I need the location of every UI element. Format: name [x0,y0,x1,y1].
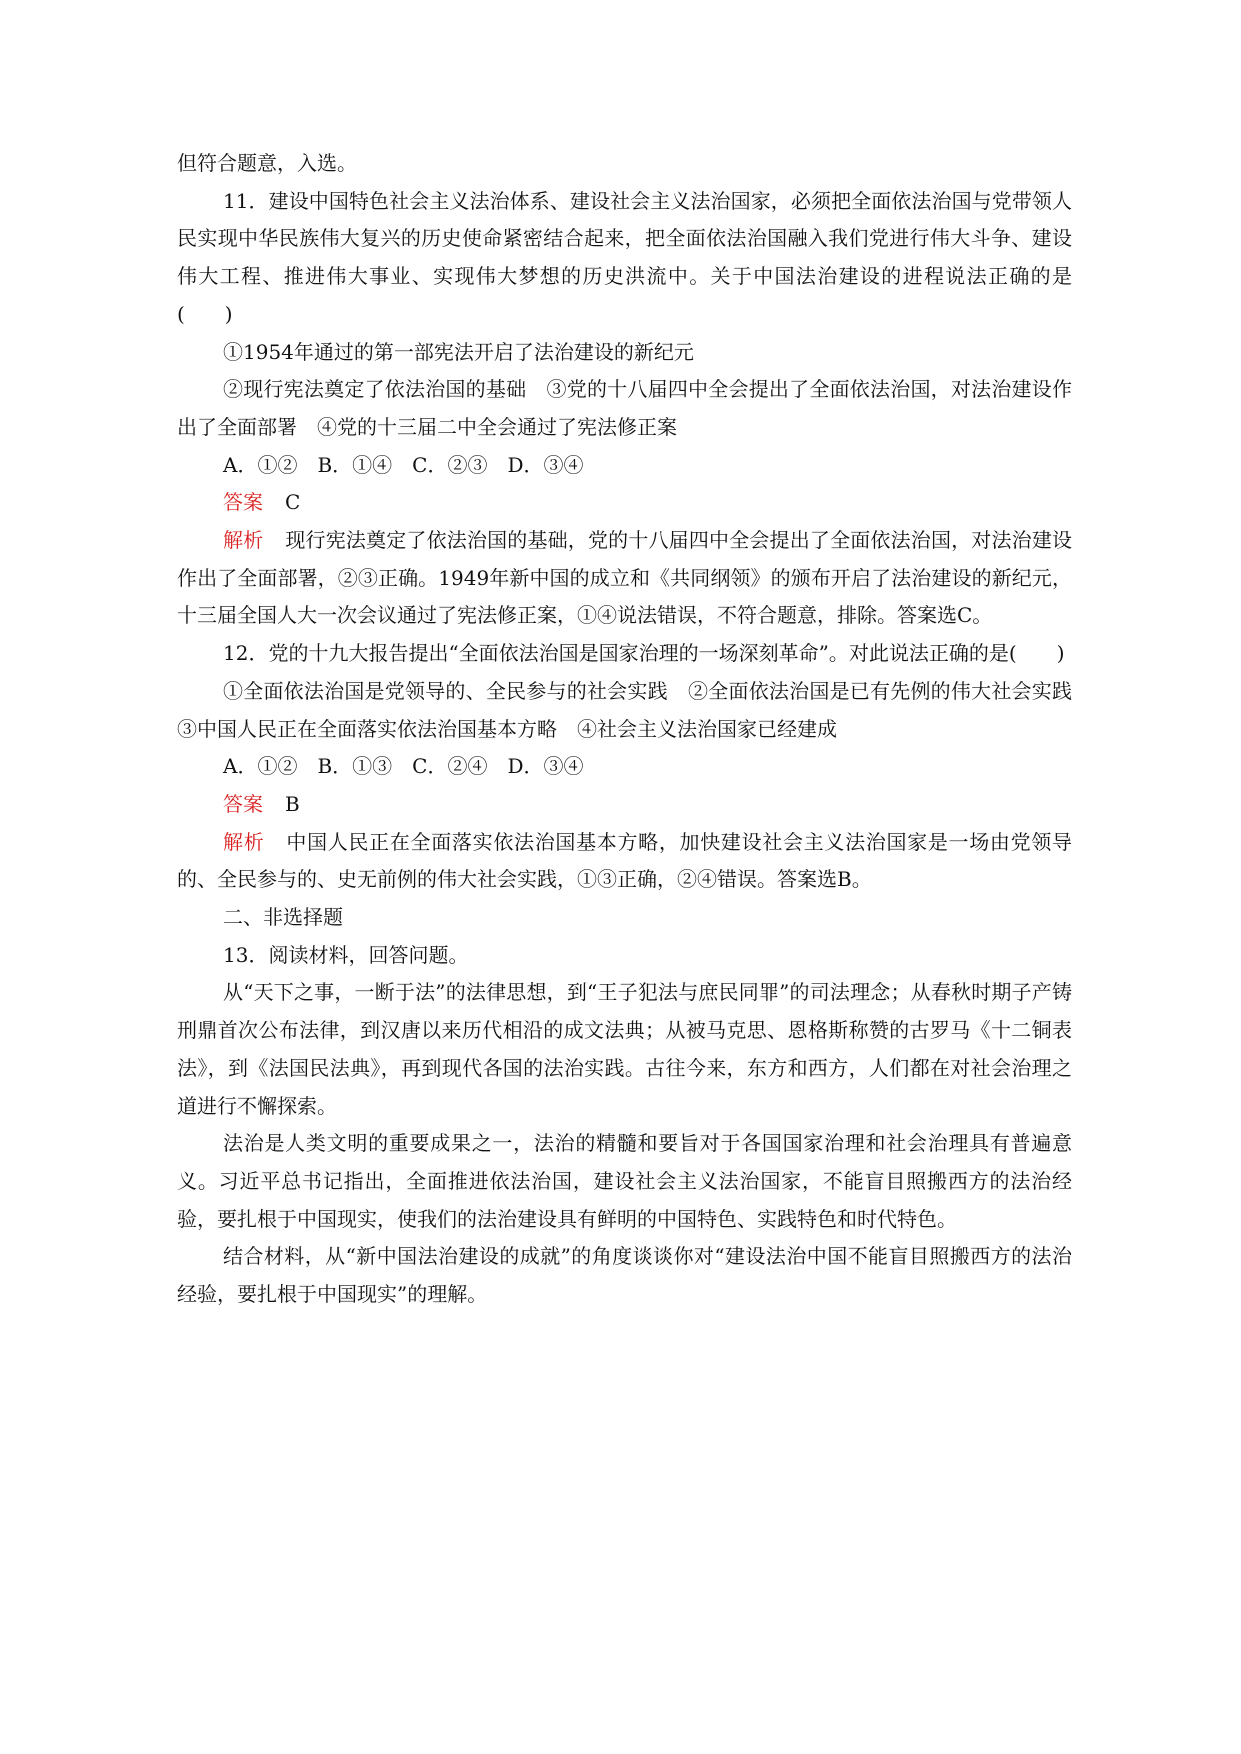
q11-analysis [177,522,1072,635]
q13-material-2: 法治是人类文明的重要成果之一，法治的精髓和要旨对于各国国家治理和社会治理具有普遍意义。习近平总书记指出，全面推进依法治国，建设社会主义法治国家，不能盲目照搬西方的法治经验，要扎根于中国现实，使我们的法治建设具有鲜明的中国特色、实践特色和时代特色。 [177,1131,1072,1231]
q11-answer [177,484,1072,522]
q11-statement-1: ①1954年通过的第一部宪法开启了法治建设的新纪元 [223,339,694,364]
q11-stem: 11．建设中国特色社会主义法治体系、建设社会主义法治国家，必须把全面依法治国与党带领人民实现中华民族伟大复兴的历史使命紧密结合起来，把全面依法治国融入我们党进行伟大斗争、建设伟大工程、推进伟大事业、实现伟大梦想的历史洪流中。关于中国法治建设的进程说法正确的是( ) [177,188,1072,326]
q12-stem: 12．党的十九大报告提出“全面依法治国是国家治理的一场深刻革命”。对此说法正确的是( ) [223,641,1065,666]
q11-statements-2-4: ②现行宪法奠定了依法治国的基础 ③党的十八届四中全会提出了全面依法治国，对法治建设作出了全面部署 ④党的十三届二中全会通过了宪法修正案 [177,377,1072,439]
analysis-text: 中国人民正在全面落实依法治国基本方略，加快建设社会主义法治国家是一场由党领导的、全民参与的、史无前例的伟大社会实践，①③正确，②④错误。答案选B。 [177,829,1073,892]
answer-label: 答案 [223,490,263,515]
answer-label: 答案 [223,791,263,816]
q13-stem: 13．阅读材料，回答问题。 [223,942,469,967]
prev-analysis-tail: 但符合题意，入选。 [177,151,357,175]
q12-options: A．①② B．①③ C．②④ D．③④ [223,754,584,779]
q12-analysis [177,824,1072,899]
analysis-label: 解析 [223,829,265,854]
q13-material-1: 从“天下之事，一断于法”的法律思想，到“王子犯法与庶民同罪”的司法理念；从春秋时期子产铸刑鼎首次公布法律，到汉唐以来历代相沿的成文法典；从被马克思、恩格斯称赞的古罗马《十二铜表法》，到《法国民法典》，再到现代各国的法治实践。古往今来，东方和西方，人们都在对社会治理之道进行不懈探索。 [177,980,1072,1118]
answer-value: B [285,791,300,816]
section-heading: 二、非选择题 [223,905,343,930]
analysis-text: 现行宪法奠定了依法治国的基础，党的十八届四中全会提出了全面依法治国，对法治建设作出了全面部署，②③正确。1949年新中国的成立和《共同纲领》的颁布开启了法治建设的新纪元，十三届全国人大一次会议通过了宪法修正案，①④说法错误，不符合题意，排除。答案选C。 [177,528,1073,628]
q12-answer [177,786,1072,824]
q12-statements: ①全面依法治国是党领导的、全民参与的社会实践 ②全面依法治国是已有先例的伟大社会实践 ③中国人民正在全面落实依法治国基本方略 ④社会主义法治国家已经建成 [177,678,1092,741]
q11-options: A．①② B．①④ C．②③ D．③④ [223,452,584,477]
analysis-label: 解析 [223,528,264,553]
document-body [177,145,1092,1314]
answer-value: C [285,490,301,515]
q13-question: 结合材料，从“新中国法治建设的成就”的角度谈谈你对“建设法治中国不能盲目照搬西方的法治经验，要扎根于中国现实”的理解。 [177,1244,1072,1307]
